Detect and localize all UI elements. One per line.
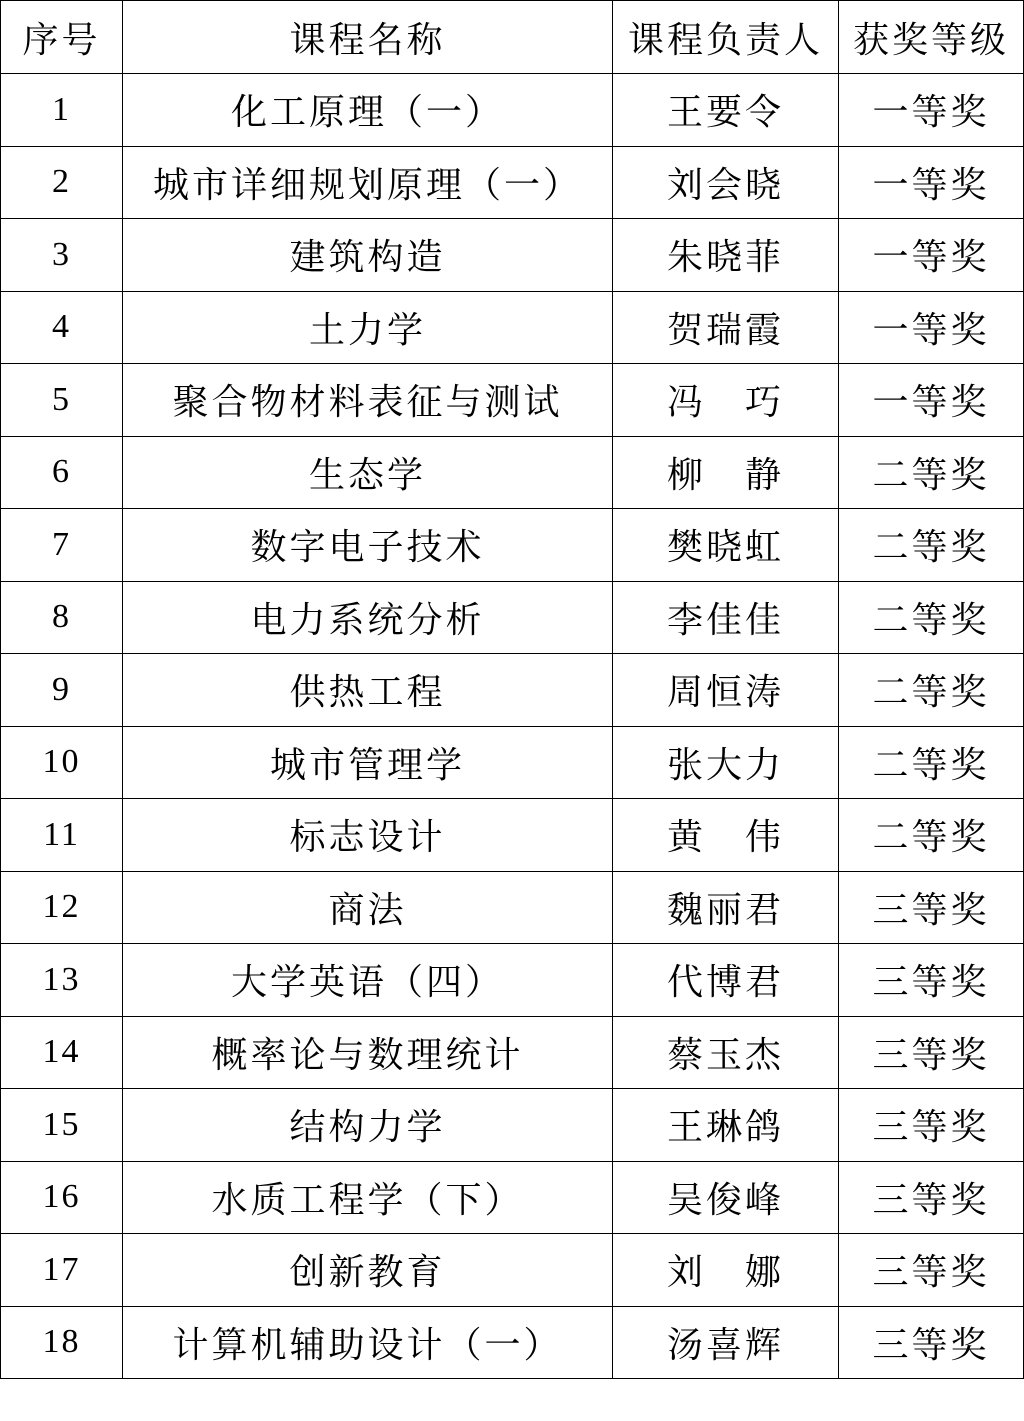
table-row	[1, 726, 1024, 799]
table-body	[1, 74, 1024, 1379]
course-lead: 张大力	[613, 726, 839, 799]
award-level: 一等奖	[839, 291, 1024, 364]
course-lead: 蔡玉杰	[613, 1016, 839, 1089]
course-name: 结构力学	[123, 1089, 613, 1162]
row-number: 5	[1, 364, 123, 437]
row-number: 1	[1, 74, 123, 147]
row-number: 3	[1, 219, 123, 292]
award-level: 二等奖	[839, 799, 1024, 872]
table-row	[1, 74, 1024, 147]
table-header	[1, 1, 1024, 74]
row-number: 12	[1, 871, 123, 944]
table-row	[1, 1089, 1024, 1162]
table-row	[1, 291, 1024, 364]
course-name: 城市管理学	[123, 726, 613, 799]
table-row	[1, 436, 1024, 509]
row-number: 10	[1, 726, 123, 799]
row-number: 7	[1, 509, 123, 582]
course-name: 标志设计	[123, 799, 613, 872]
course-lead: 汤喜辉	[613, 1306, 839, 1379]
table-row	[1, 509, 1024, 582]
course-lead: 柳 静	[613, 436, 839, 509]
award-level: 三等奖	[839, 1161, 1024, 1234]
course-lead: 王琳鸽	[613, 1089, 839, 1162]
row-number: 9	[1, 654, 123, 727]
row-number: 8	[1, 581, 123, 654]
row-number: 13	[1, 944, 123, 1017]
row-number: 15	[1, 1089, 123, 1162]
course-name: 水质工程学（下）	[123, 1161, 613, 1234]
course-name: 计算机辅助设计（一）	[123, 1306, 613, 1379]
course-lead: 刘 娜	[613, 1234, 839, 1307]
course-name: 创新教育	[123, 1234, 613, 1307]
course-lead: 冯 巧	[613, 364, 839, 437]
course-name: 大学英语（四）	[123, 944, 613, 1017]
course-lead: 周恒涛	[613, 654, 839, 727]
header-row	[1, 1, 1024, 74]
header-course-name: 课程名称	[123, 1, 613, 74]
table-row	[1, 944, 1024, 1017]
course-lead: 李佳佳	[613, 581, 839, 654]
award-level: 一等奖	[839, 146, 1024, 219]
course-name: 电力系统分析	[123, 581, 613, 654]
course-lead: 贺瑞霞	[613, 291, 839, 364]
course-name: 概率论与数理统计	[123, 1016, 613, 1089]
table-row	[1, 799, 1024, 872]
award-level: 三等奖	[839, 1306, 1024, 1379]
course-name: 聚合物材料表征与测试	[123, 364, 613, 437]
course-name: 供热工程	[123, 654, 613, 727]
course-name: 数字电子技术	[123, 509, 613, 582]
row-number: 2	[1, 146, 123, 219]
row-number: 14	[1, 1016, 123, 1089]
table-row	[1, 1016, 1024, 1089]
course-lead: 黄 伟	[613, 799, 839, 872]
course-lead: 樊晓虹	[613, 509, 839, 582]
table-row	[1, 1161, 1024, 1234]
award-level: 二等奖	[839, 654, 1024, 727]
award-level: 二等奖	[839, 509, 1024, 582]
award-level: 三等奖	[839, 871, 1024, 944]
award-level: 三等奖	[839, 1234, 1024, 1307]
award-level: 三等奖	[839, 1016, 1024, 1089]
award-level: 二等奖	[839, 726, 1024, 799]
table-row	[1, 871, 1024, 944]
award-level: 二等奖	[839, 436, 1024, 509]
header-number: 序号	[1, 1, 123, 74]
award-level: 三等奖	[839, 944, 1024, 1017]
header-award-level: 获奖等级	[839, 1, 1024, 74]
row-number: 4	[1, 291, 123, 364]
table-row	[1, 146, 1024, 219]
table-row	[1, 219, 1024, 292]
table-row	[1, 581, 1024, 654]
course-name: 生态学	[123, 436, 613, 509]
award-level: 一等奖	[839, 364, 1024, 437]
header-course-lead: 课程负责人	[613, 1, 839, 74]
row-number: 16	[1, 1161, 123, 1234]
award-level: 三等奖	[839, 1089, 1024, 1162]
course-name: 城市详细规划原理（一）	[123, 146, 613, 219]
course-lead: 王要令	[613, 74, 839, 147]
course-lead: 魏丽君	[613, 871, 839, 944]
row-number: 6	[1, 436, 123, 509]
table-row	[1, 1234, 1024, 1307]
course-lead: 代博君	[613, 944, 839, 1017]
award-level: 一等奖	[839, 74, 1024, 147]
course-lead: 刘会晓	[613, 146, 839, 219]
row-number: 18	[1, 1306, 123, 1379]
course-lead: 吴俊峰	[613, 1161, 839, 1234]
course-name: 土力学	[123, 291, 613, 364]
table-row	[1, 654, 1024, 727]
row-number: 17	[1, 1234, 123, 1307]
row-number: 11	[1, 799, 123, 872]
award-level: 二等奖	[839, 581, 1024, 654]
course-name: 建筑构造	[123, 219, 613, 292]
course-name: 化工原理（一）	[123, 74, 613, 147]
table-row	[1, 364, 1024, 437]
award-level: 一等奖	[839, 219, 1024, 292]
table-row	[1, 1306, 1024, 1379]
course-name: 商法	[123, 871, 613, 944]
course-lead: 朱晓菲	[613, 219, 839, 292]
